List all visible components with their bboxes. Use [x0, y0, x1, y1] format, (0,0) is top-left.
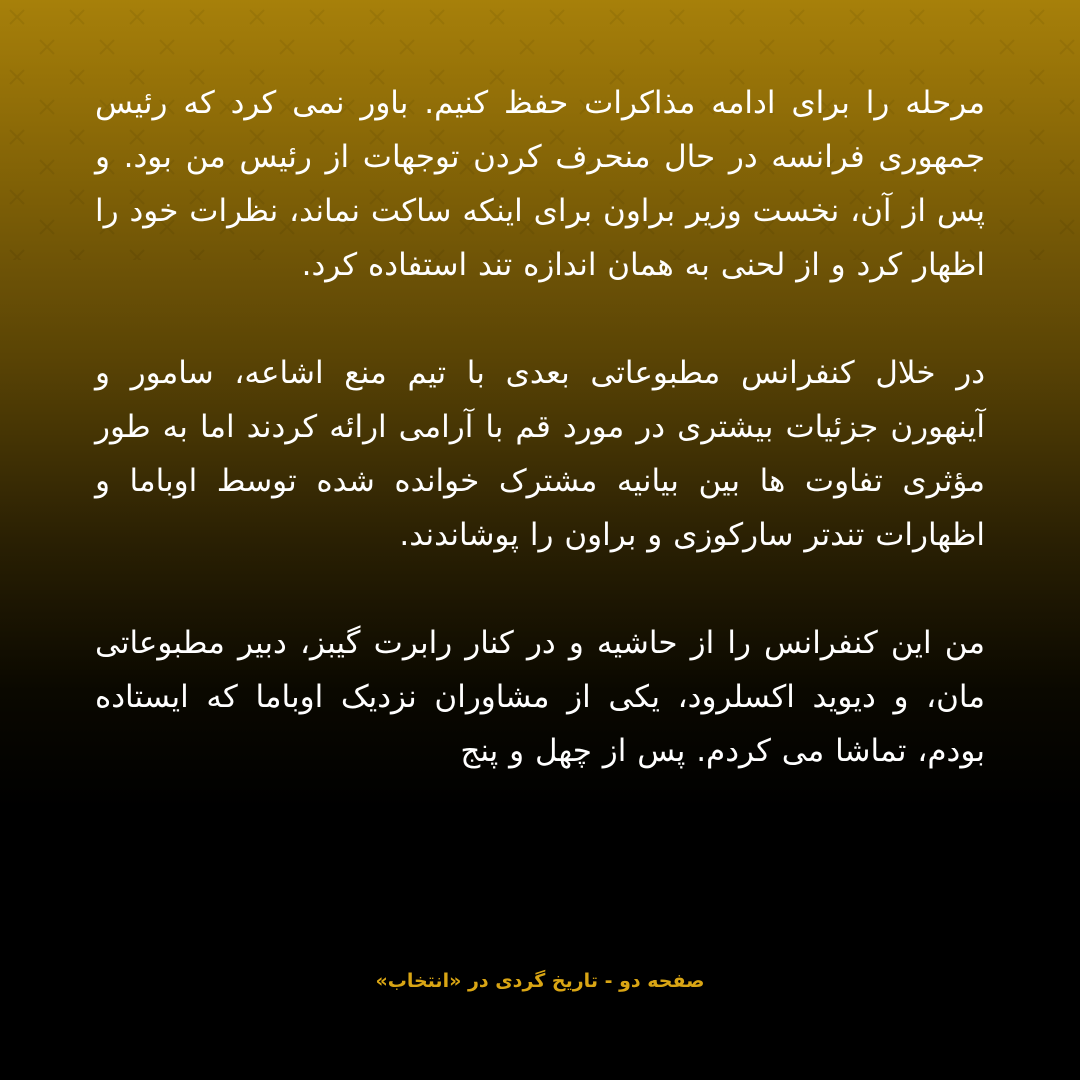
paragraph-3: من این کنفرانس را از حاشیه و در کنار رابرت گیبز، دبیر مطبوعاتی مان، و دیوید اکسلرود، یکی از مشاوران نزدیک اوباما که ایستاده بودم، تماشا می کردم. پس از چهل و پنج	[95, 625, 985, 769]
paragraph-1: مرحله را برای ادامه مذاکرات حفظ کنیم. باور نمی کرد که رئیس جمهوری فرانسه در حال منحرف کردن توجهات از رئیس من بود. و پس از آن، نخست وزیر براون برای اینکه ساکت نماند، نظرات خود را اظهار کرد و از لحنی به همان اندازه تند استفاده کرد.	[95, 85, 985, 283]
paragraph-2: در خلال کنفرانس مطبوعاتی بعدی با تیم منع اشاعه، سامور و آینهورن جزئیات بیشتری در مورد قم با آرامی ارائه کردند اما به طور مؤثری تفاوت ها بین بیانیه مشترک خوانده شده توسط اوباما و اظهارات تندتر سارکوزی و براون را پوشاندند.	[95, 355, 985, 553]
footer-caption: صفحه دو - تاریخ گردی در «انتخاب»	[375, 970, 705, 992]
article-body	[95, 76, 985, 778]
footer	[0, 970, 1080, 992]
